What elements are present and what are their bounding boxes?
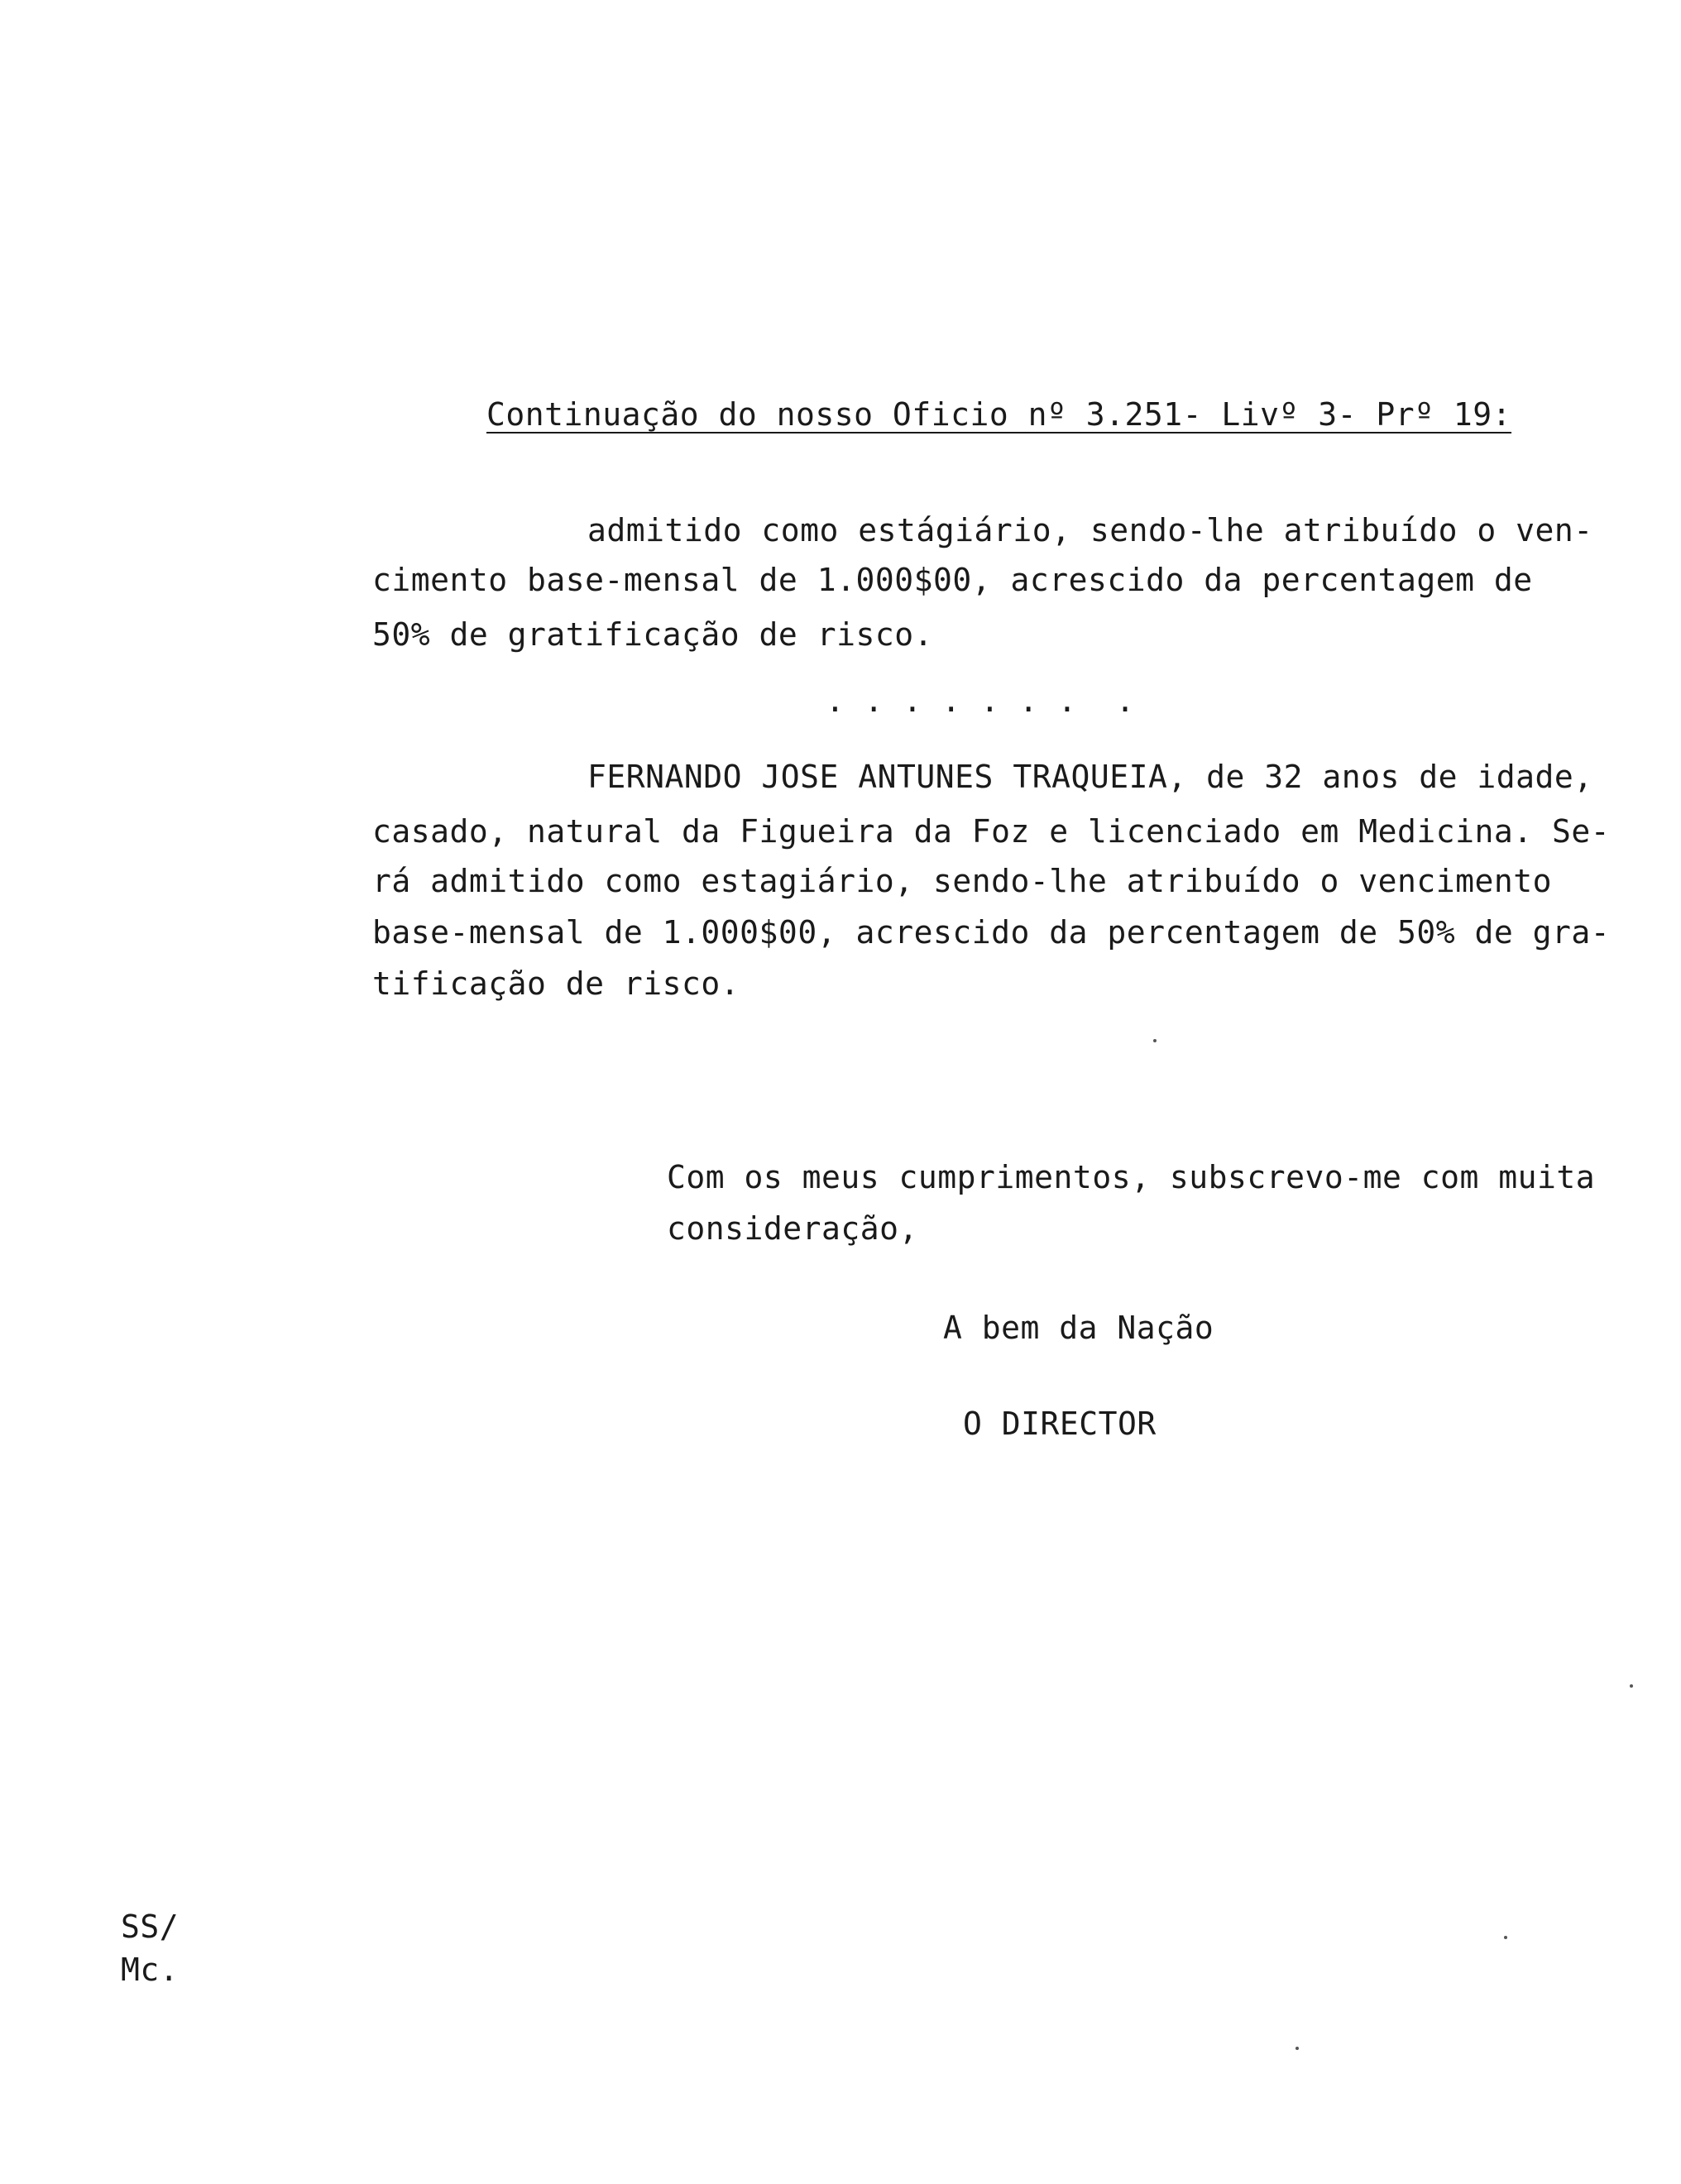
- paragraph2-line-1: FERNANDO JOSE ANTUNES TRAQUEIA, de 32 anos de idade,: [587, 759, 1593, 795]
- initials-line-1: SS/: [121, 1909, 180, 1945]
- closing-line-2: consideração,: [667, 1210, 918, 1247]
- separator-dots: . . . . . . . .: [826, 682, 1136, 719]
- signatory: O DIRECTOR: [963, 1406, 1157, 1442]
- paper-speck: [1153, 1039, 1157, 1042]
- paper-speck: [1295, 2047, 1299, 2050]
- paper-speck: [1630, 1684, 1633, 1688]
- paragraph2-line-3: rá admitido como estagiário, sendo-lhe atribuído o vencimento: [372, 863, 1553, 899]
- salutation: A bem da Nação: [943, 1310, 1214, 1346]
- paragraph2-line-4: base-mensal de 1.000$00, acrescido da percentagem de 50% de gra-: [372, 914, 1611, 951]
- paragraph2-line-2: casado, natural da Figueira da Foz e licenciado em Medicina. Se-: [372, 813, 1611, 850]
- paragraph2-line-5: tificação de risco.: [372, 965, 740, 1002]
- initials-line-2: Mc.: [121, 1952, 180, 1988]
- closing-line-1: Com os meus cumprimentos, subscrevo-me com muita: [667, 1159, 1596, 1195]
- paragraph1-line-1: admitido como estágiário, sendo-lhe atribuído o ven-: [587, 512, 1593, 548]
- paragraph1-line-2: cimento base-mensal de 1.000$00, acrescido da percentagem de: [372, 562, 1533, 598]
- paper-speck: [1504, 1936, 1507, 1939]
- paragraph1-line-3: 50% de gratificação de risco.: [372, 616, 933, 653]
- letter-heading: Continuação do nosso Oficio nº 3.251- Livº 3- Prº 19:: [486, 396, 1512, 433]
